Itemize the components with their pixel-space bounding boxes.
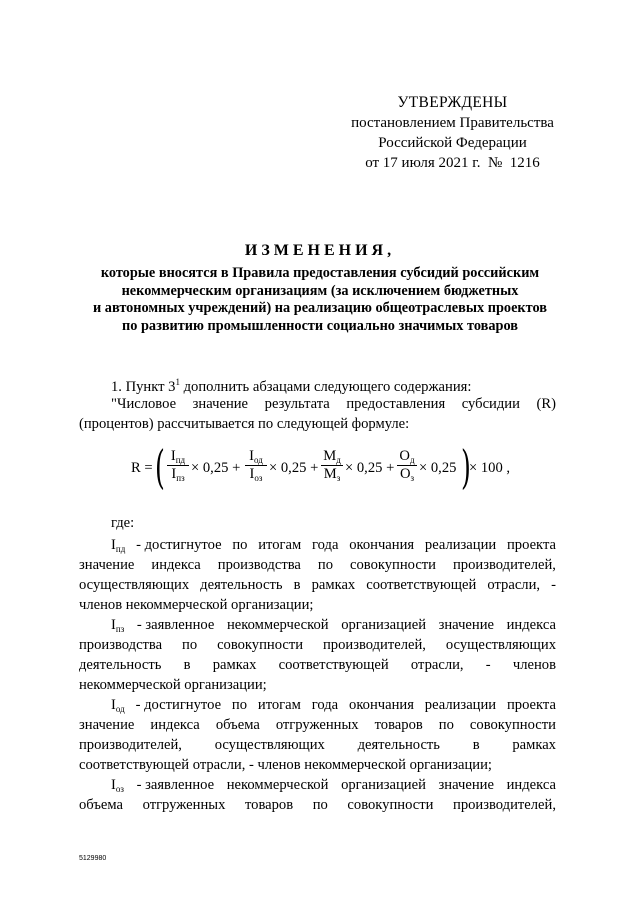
fraction-od-oz (397, 448, 417, 483)
word: отгруженных (142, 797, 226, 813)
word: индекса (506, 777, 556, 793)
word: товаров (244, 797, 294, 813)
numerator-md: $М_д$ (323, 448, 341, 465)
numerator-od: $О_д$ (399, 448, 415, 465)
coefficient: × 0,25 + (191, 460, 241, 476)
subtitle-line: и автономных учреждений) на реализацию общеотраслевых проектов (93, 300, 547, 316)
formula-lhs: R = (131, 460, 153, 476)
word: субсидии (461, 396, 520, 412)
word: по (232, 537, 248, 553)
item-1-suffix: дополнить абзацами следующего содержания: (179, 379, 472, 395)
numerator-ipd: $I_{пд}$ (170, 448, 186, 465)
word: проекта (506, 697, 556, 713)
definition-iod-line-4: соответствующей отрасли, - членов некоммерческой организации; (79, 757, 492, 773)
word: производителей, (322, 637, 426, 653)
fraction-md-mz (321, 448, 343, 483)
word: объема (79, 797, 123, 813)
word: - достигнутое (135, 697, 222, 713)
word: проекта (507, 537, 556, 553)
word: рамках (512, 737, 556, 753)
document-title: ИЗМЕНЕНИЯ, (244, 242, 396, 259)
word: предоставления (346, 396, 446, 412)
word: осуществляющих (214, 737, 325, 753)
word: по (231, 697, 248, 713)
item-1-superscript: 1 (175, 377, 180, 387)
word: рамках (311, 577, 356, 593)
word: по (438, 717, 454, 733)
definition-iod-line-3 (79, 735, 556, 755)
word: значение (438, 617, 494, 633)
symbol-ipz: $I_{пз}$ (111, 617, 125, 634)
coefficient: × 0,25 (419, 460, 457, 476)
word: значение (192, 396, 249, 412)
word: производителей, (453, 557, 556, 573)
quote-line-2: (процентов) рассчитывается по следующей формуле: (79, 416, 410, 432)
approval-title: УТВЕРЖДЕНЫ (397, 94, 508, 111)
word: окончания (349, 697, 414, 713)
word: отгруженных (275, 717, 359, 733)
word: некоммерческой (226, 617, 329, 633)
definition-ipz-line-3 (79, 655, 556, 675)
formula-tail: × 100 , (469, 460, 511, 476)
quote-line-1 (111, 394, 556, 414)
denominator-ipz: $I_{пз}$ (171, 466, 185, 483)
word: "Числовое (111, 396, 177, 412)
word: некоммерческой (226, 777, 329, 793)
definition-ipz-line-4: некоммерческой организации; (79, 677, 267, 693)
definition-iod-line-2 (79, 715, 556, 735)
word: - (551, 577, 556, 593)
word: - заявленное (136, 617, 215, 633)
formula (131, 440, 511, 500)
word: осуществляющих (445, 637, 556, 653)
numerator-iod: $I_{од}$ (249, 448, 263, 465)
word: совокупности (350, 557, 436, 573)
word: года (312, 537, 339, 553)
word: итогам (257, 697, 301, 713)
word: производителей, (79, 737, 182, 753)
fraction-iod-ioz (245, 448, 267, 483)
word: по (182, 637, 198, 653)
symbol-ipd: $I_{пд}$ (111, 537, 126, 554)
denominator-mz: $М_з$ (323, 466, 341, 483)
definition-ipz-line-2 (79, 635, 556, 655)
word: результата (264, 396, 330, 412)
word: индекса (151, 557, 201, 573)
formula-left-paren: ( (155, 440, 165, 494)
word: совокупности (217, 637, 304, 653)
word: в (293, 577, 301, 593)
word: соответствующей (278, 657, 389, 673)
formula-right-paren: ) (461, 440, 471, 494)
word: реализации (424, 537, 497, 553)
symbol-ioz: $I_{оз}$ (111, 777, 124, 794)
word: - (485, 657, 491, 673)
word: - заявленное (136, 777, 215, 793)
where-label: где: (111, 515, 135, 531)
word: совокупности (347, 797, 434, 813)
word: отрасли, (487, 577, 541, 593)
word: совокупности (469, 717, 556, 733)
word: итогам (258, 537, 302, 553)
word: года (311, 697, 339, 713)
approval-line: постановлением Правительства (351, 115, 554, 131)
definition-ioz-line-2 (79, 795, 556, 815)
word: объема (215, 717, 260, 733)
coefficient: × 0,25 + (269, 460, 319, 476)
coefficient: × 0,25 + (345, 460, 395, 476)
word: значение (79, 557, 135, 573)
denominator-oz: $О_з$ (399, 466, 415, 483)
word: организацией (341, 777, 426, 793)
symbol-iod: $I_{од}$ (111, 697, 125, 714)
word: осуществляющих (79, 577, 190, 593)
subtitle-line: по развитию промышленности социально значимых товаров (122, 317, 518, 334)
subtitle-line: некоммерческим организациям (за исключением бюджетных (121, 282, 519, 299)
word: организацией (341, 617, 427, 633)
word: отрасли, (410, 657, 464, 673)
definition-ipd-line-2 (79, 555, 556, 575)
word: окончания (349, 537, 415, 553)
definition-ipd-line-4: членов некоммерческой организации; (79, 597, 314, 613)
word: деятельность (79, 657, 162, 673)
word: членов (512, 657, 556, 673)
fraction-ipd-ipz (167, 448, 189, 483)
word: значение (79, 717, 135, 733)
word: значение (438, 777, 494, 793)
word: производства (217, 557, 301, 573)
word: деятельность (357, 737, 440, 753)
word: реализации (424, 697, 497, 713)
subtitle-line: которые вносятся в Правила предоставления субсидий российским (100, 265, 540, 281)
word: индекса (150, 717, 200, 733)
word: рамках (212, 657, 257, 673)
word: товаров (374, 717, 423, 733)
word: по (317, 557, 333, 573)
approval-date-number: от 17 июля 2021 г. № 1216 (365, 155, 540, 171)
word: производителей, (453, 797, 556, 813)
word: - достигнутое (136, 537, 222, 553)
approval-line: Российской Федерации (378, 135, 527, 151)
denominator-ioz: $I_{оз}$ (249, 466, 263, 483)
document-number: 5129980 (79, 855, 107, 862)
word: производства (79, 637, 163, 653)
word: соответствующей (366, 577, 477, 593)
word: по (312, 797, 328, 813)
word: (R) (536, 396, 556, 412)
item-1-prefix: 1. Пункт 3 (111, 379, 176, 395)
word: в (183, 657, 191, 673)
word: индекса (506, 617, 556, 633)
word: в (472, 737, 480, 753)
definition-ipd-line-3 (79, 575, 556, 595)
word: деятельность (200, 577, 283, 593)
